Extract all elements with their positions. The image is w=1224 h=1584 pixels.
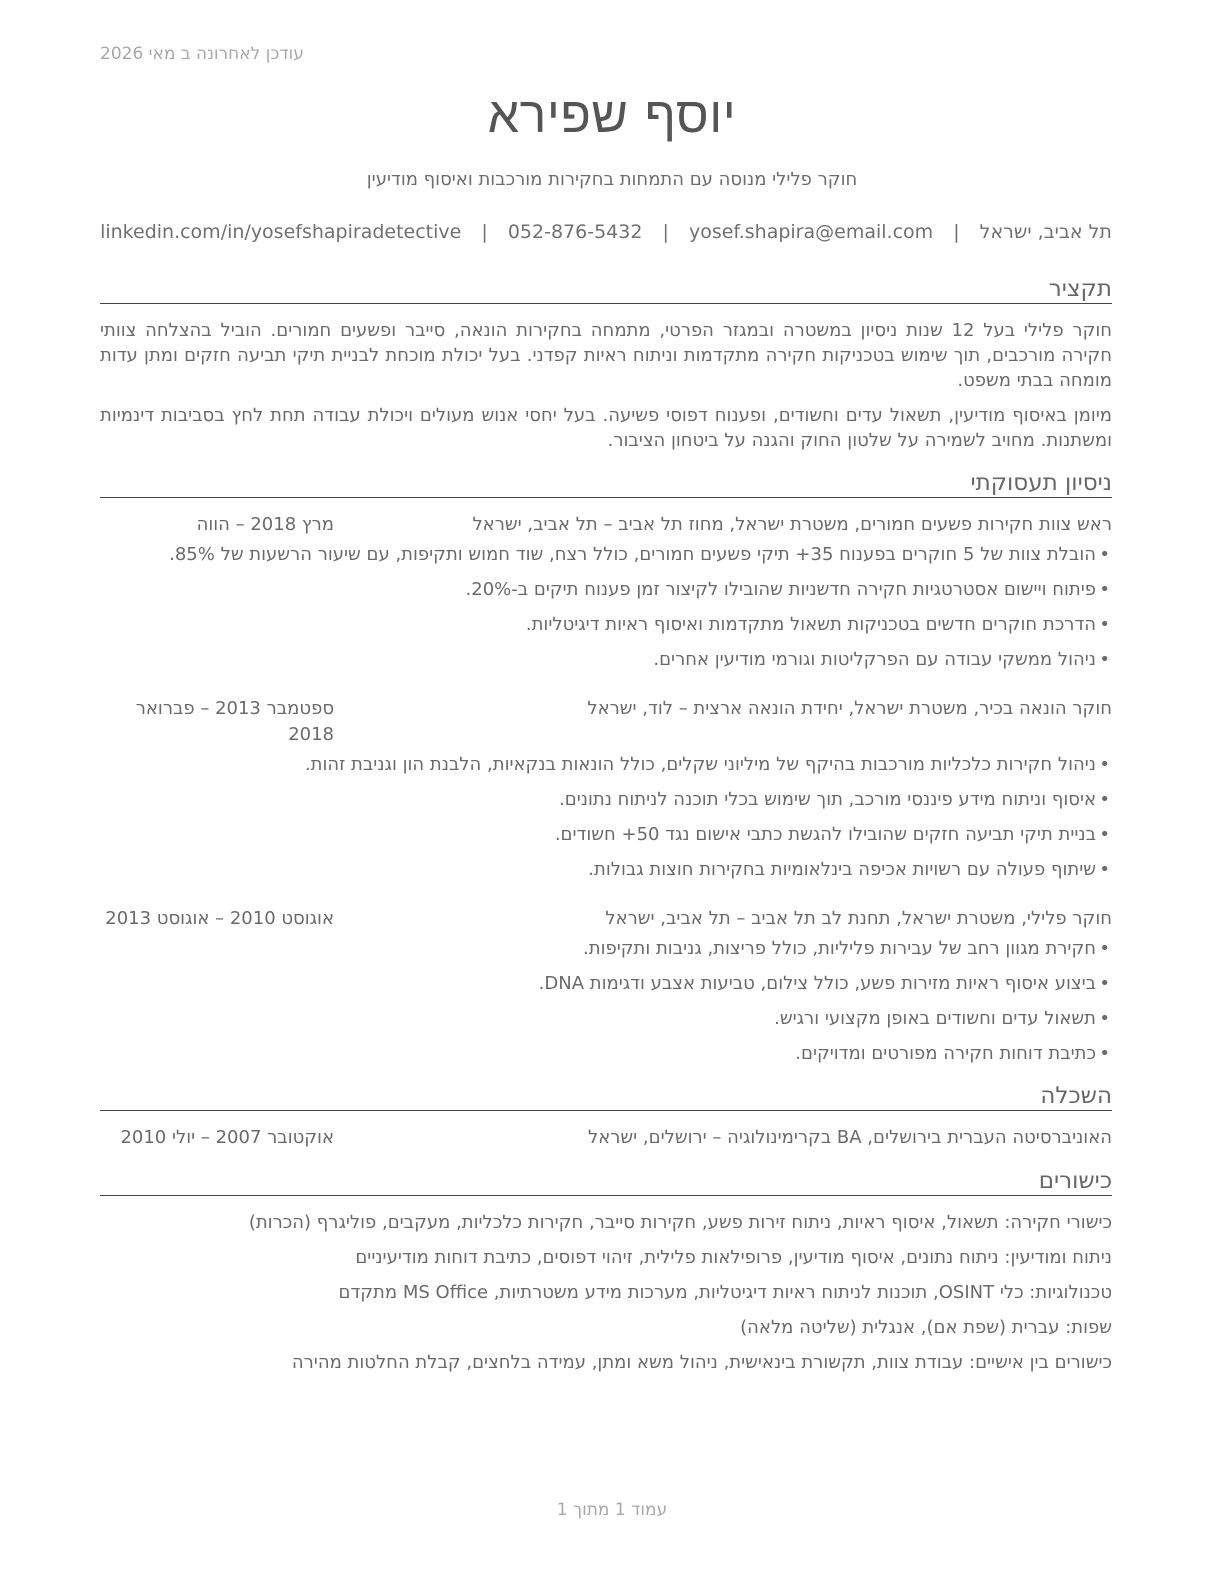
contact-phone[interactable]: 052-876-5432: [507, 221, 643, 243]
education-institution: האוניברסיטה העברית בירושלים, BA בקרימינולוגיה – ירושלים, ישראל: [587, 1127, 1112, 1148]
contact-separator: |: [481, 221, 488, 243]
job-dates: ספטמבר 2013 – פברואר 2018: [135, 698, 334, 745]
skill-line: שפות: עברית (שפת אם), אנגלית (שליטה מלאה): [740, 1317, 1112, 1338]
job-bullet: • ביצוע איסוף ראיות מזירות פשע, כולל צילום, טביעות אצבע ודגימות DNA.: [100, 971, 1096, 996]
contact-email[interactable]: yosef.shapira@email.com: [688, 221, 934, 243]
job-title: חוקר הונאה בכיר, משטרת ישראל, יחידת הונאה ארצית – לוד, ישראל: [587, 698, 1112, 719]
contact-separator: |: [662, 221, 669, 243]
skills-section: [100, 1167, 1112, 1375]
job-header: [100, 696, 1112, 748]
education-heading: השכלה: [100, 1082, 1112, 1111]
job-bullet: • ניהול חקירות כלכליות מורכבות בהיקף של מיליוני שקלים, כולל הונאות בנקאיות, הלבנת הון וגניבת זהות.: [100, 752, 1096, 777]
job-bullets: [100, 542, 1112, 672]
candidate-tagline: חוקר פלילי מנוסה עם התמחות בחקירות מורכבות ואיסוף מודיעין: [366, 169, 858, 190]
skills-list: [100, 1210, 1112, 1375]
last-updated-note: עודכן לאחרונה ב מאי 2026: [100, 44, 304, 64]
skill-line: טכנולוגיות: כלי OSINT, תוכנות לניתוח ראיות דיגיטליות, מערכות מידע משטרתיות, MS Office מתקדם: [338, 1282, 1112, 1303]
education-entry: [100, 1125, 1112, 1151]
experience-heading: ניסיון תעסוקתי: [100, 469, 1112, 498]
job-bullet: • חקירת מגוון רחב של עבירות פליליות, כולל פריצות, גניבות ותקיפות.: [100, 936, 1096, 961]
job-bullet: • שיתוף פעולה עם רשויות אכיפה בינלאומיות בחקירות חוצות גבולות.: [100, 857, 1096, 882]
contact-location: תל אביב, ישראל: [979, 221, 1112, 243]
job-bullet: • הובלת צוות של 5 חוקרים בפענוח 35+ תיקי פשעים חמורים, כולל רצח, שוד חמוש ותקיפות, עם שיעור הרשעות של 85%.: [100, 542, 1096, 567]
job-bullet: • בניית תיקי תביעה חזקים שהובילו להגשת כתבי אישום נגד 50+ חשודים.: [100, 822, 1096, 847]
job-bullet: • ניהול ממשקי עבודה עם הפרקליטות וגורמי מודיעין אחרים.: [100, 647, 1096, 672]
job-title: ראש צוות חקירות פשעים חמורים, משטרת ישראל, מחוז תל אביב – תל אביב, ישראל: [472, 514, 1112, 535]
job-dates: אוגוסט 2010 – אוגוסט 2013: [105, 908, 334, 929]
experience-section: [100, 469, 1112, 1066]
job-header: [100, 512, 1112, 538]
job-dates: מרץ 2018 – הווה: [196, 514, 334, 535]
page-number-footer: עמוד 1 מתוך 1: [556, 1500, 668, 1520]
job-bullets: [100, 752, 1112, 882]
contact-separator: |: [953, 221, 960, 243]
job-entry: [100, 512, 1112, 672]
summary-paragraph: מיומן באיסוף מודיעין, תשאול עדים וחשודים, ופענוח דפוסי פשיעה. בעל יחסי אנוש מעולים ויכולת עבודה תחת לחץ בסביבות דינמיות ומשתנות. מחויב לשמירה על שלטון החוק והגנה על ביטחון הציבור.: [100, 405, 1112, 451]
candidate-name: יוסף שפירא: [487, 86, 737, 144]
education-section: [100, 1082, 1112, 1151]
education-dates: אוקטובר 2007 – יולי 2010: [120, 1127, 334, 1148]
job-entry: [100, 906, 1112, 1066]
job-bullet: • כתיבת דוחות חקירה מפורטים ומדויקים.: [100, 1041, 1096, 1066]
skills-heading: כישורים: [100, 1167, 1112, 1196]
job-bullet: • תשאול עדים וחשודים באופן מקצועי ורגיש.: [100, 1006, 1096, 1031]
contact-line: [100, 221, 1112, 243]
skill-line: כישורים בין אישיים: עבודת צוות, תקשורת בינאישית, ניהול משא ומתן, עמידה בלחצים, קבלת החלטות מהירה: [291, 1352, 1112, 1373]
job-entry: [100, 696, 1112, 882]
job-bullet: • פיתוח ויישום אסטרטגיות חקירה חדשניות שהובילו לקיצור זמן פענוח תיקים ב-20%.: [100, 577, 1096, 602]
skill-line: ניתוח ומודיעין: ניתוח נתונים, איסוף מודיעין, פרופילאות פלילית, זיהוי דפוסים, כתיבת דוחות מודיעיניים: [355, 1247, 1112, 1268]
contact-linkedin[interactable]: linkedin.com/in/yosefshapiradetective: [100, 221, 462, 243]
job-bullet: • הדרכת חוקרים חדשים בטכניקות תשאול מתקדמות ואיסוף ראיות דיגיטליות.: [100, 612, 1096, 637]
summary-section: [100, 275, 1112, 453]
summary-paragraph: חוקר פלילי בעל 12 שנות ניסיון במשטרה ובמגזר הפרטי, מתמחה בחקירות הונאה, סייבר ופשעים חמורים. הוביל בהצלחה צוותי חקירה מורכבים, תוך שימוש בטכניקות חקירה מתקדמות וניתוח ראיות קפדני. בעל יכולת מוכחת לבניית תיקי תביעה חזקים ומתן עדות מומחה בבתי משפט.: [100, 320, 1112, 391]
job-title: חוקר פלילי, משטרת ישראל, תחנת לב תל אביב – תל אביב, ישראל: [605, 908, 1112, 929]
resume-content: [100, 275, 1112, 1385]
job-bullets: [100, 936, 1112, 1066]
summary-heading: תקציר: [100, 275, 1112, 304]
job-header: [100, 906, 1112, 932]
job-bullet: • איסוף וניתוח מידע פיננסי מורכב, תוך שימוש בכלי תוכנה לניתוח נתונים.: [100, 787, 1096, 812]
skill-line: כישורי חקירה: תשאול, איסוף ראיות, ניתוח זירות פשע, חקירות סייבר, חקירות כלכליות, מעקבים, פוליגרף (הכרות): [248, 1212, 1112, 1233]
